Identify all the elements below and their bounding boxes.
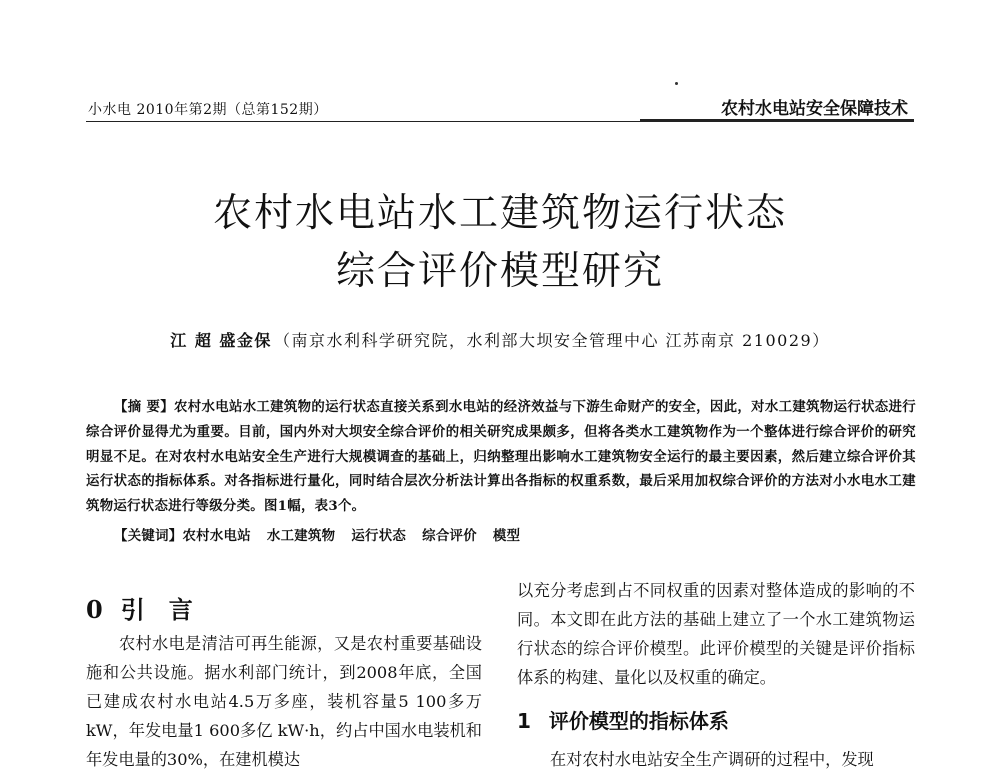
section-1-title: 评价模型的指标体系 xyxy=(548,709,729,733)
right-next-paragraph: 在对农村水电站安全生产调研的过程中，发现 xyxy=(550,750,874,769)
right-paragraph: 以充分考虑到占不同权重的因素对整体造成的影响的不同。本文即在此方法的基础上建立了一个水工建筑物运行状态的综合评价模型。此评价模型的关键是评价指标体系的构建、量化以及权重的确定。 xyxy=(517,581,915,687)
abstract-label: 【摘 要】 xyxy=(114,400,174,415)
header-right: 农村水电站安全保障技术 xyxy=(721,99,908,119)
section-0-title-part2: 言 xyxy=(168,595,195,624)
right-column xyxy=(517,576,915,692)
keywords xyxy=(114,525,536,544)
left-column xyxy=(86,629,482,774)
section-1-heading xyxy=(517,705,729,734)
section-1-number: 1 xyxy=(517,709,531,733)
keyword-item: 模型 xyxy=(492,528,521,544)
section-0-title-part1: 引 xyxy=(120,595,147,624)
keyword-item: 综合评价 xyxy=(422,528,477,544)
author-affiliation: （南京水利科学研究院，水利部大坝安全管理中心 江苏南京 210029） xyxy=(273,331,830,350)
header-rule-thick xyxy=(640,119,914,122)
section-0-heading xyxy=(86,590,195,625)
keyword-item: 农村水电站 xyxy=(182,528,251,544)
author-names: 江 超 盛金保 xyxy=(170,331,272,350)
abstract xyxy=(86,395,916,518)
keyword-item: 运行状态 xyxy=(351,528,407,544)
dot-mark xyxy=(675,82,678,85)
authors xyxy=(0,328,1000,351)
keywords-label: 【关键词】 xyxy=(114,529,183,544)
left-paragraph: 农村水电是清洁可再生能源，又是农村重要基础设施和公共设施。据水利部门统计，到2008年底，全国已建成农村水电站4.5万多座，装机容量5 100多万 kW，年发电量1 600多亿 kW·h，约占中国水电装机和年发电量的30%，在建机模达 xyxy=(86,634,482,769)
title-line-1: 农村水电站水工建筑物运行状态 xyxy=(212,191,787,236)
section-0-number: 0 xyxy=(86,595,105,624)
title-line-2: 综合评价模型研究 xyxy=(335,249,664,294)
keyword-item: 水工建筑物 xyxy=(266,528,336,544)
header-left: 小水电 2010年第2期（总第152期） xyxy=(88,102,328,118)
abstract-text: 农村水电站水工建筑物的运行状态直接关系到水电站的经济效益与下游生命财产的安全，因此，对水工建筑物运行状态进行综合评价显得尤为重要。目前，国内外对大坝安全综合评价的相关研究成果颇多，但将各类水工建筑物作为一个整体进行综合评价的研究明显不足。在对农村水电站安全生产进行大规模调查的基础上，归纳整理出影响水工建筑物安全运行的最主要因素，然后建立综合评价其运行状态的指标体系。对各指标进行量化，同时结合层次分析法计算出各指标的权重系数，最后采用加权综合评价的方法对小水电水工建筑物运行状态进行等级分类。图1幅，表3个。 xyxy=(86,399,916,514)
